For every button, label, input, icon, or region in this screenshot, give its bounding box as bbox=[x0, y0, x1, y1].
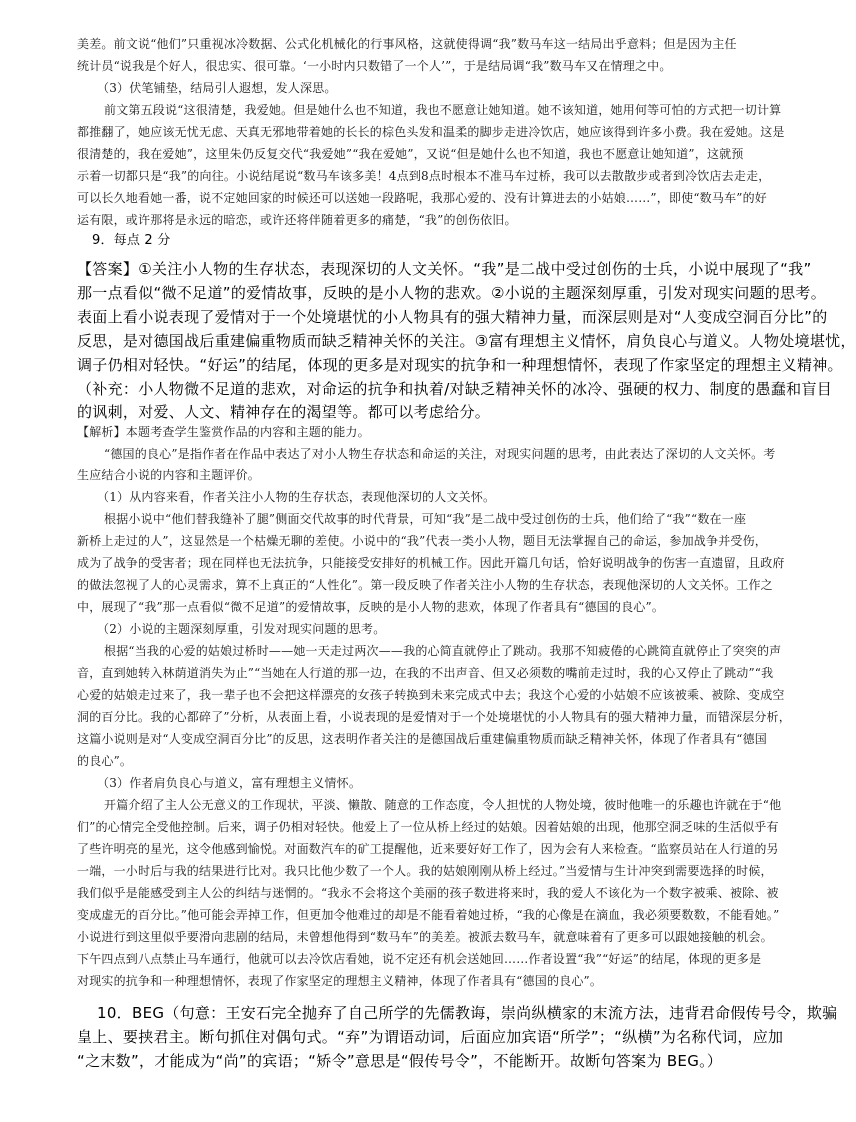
text-line: “之末数”，才能成为“尚”的宾语；“矫令”意思是“假传号令”，不能断开。故断句答案为 BEG。） bbox=[77, 1052, 723, 1070]
text-line: 一端，一小时后与我的结果进行比对。我只比他少数了一个人。我的姑娘刚刚从桥上经过。”当爱情与生计冲突到需要选择的时候， bbox=[77, 864, 773, 878]
text-line: 们”的心情完全受他控制。后来，调子仍相对轻快。他爱上了一位从桥上经过的姑娘。因着姑娘的出现，他那空洞乏味的生活似乎有 bbox=[77, 820, 779, 834]
text-line: （1）从内容来看，作者关注小人物的生存状态，表现他深切的人文关怀。 bbox=[97, 490, 496, 504]
text-line: 中，展现了“我”那一点看似“微不足道”的爱情故事，反映的是小人物的悲欢，体现了作者具有“德国的良心”。 bbox=[77, 600, 665, 614]
text-line: 开篇介绍了主人公无意义的工作现状，平淡、懒散、随意的工作态度，令人担忧的人物处境，彼时他唯一的乐趣也许就在于“他 bbox=[104, 798, 782, 812]
text-line: 的良心”。 bbox=[77, 754, 133, 768]
text-line: 很清楚的，我在爱她”，这里朱仍反复交代“我爱她”“我在爱她”，又说“但是她什么也不知道，我也不愿意让她知道”，这就预 bbox=[77, 147, 744, 161]
text-line: 我们似乎是能感受到主人公的纠结与迷惘的。“我永不会将这个美丽的孩子数进将来时，我的爱人不该化为一个数字被乘、被除、被 bbox=[77, 886, 779, 900]
text-line: 10．BEG（句意：王安石完全抛弃了自己所学的先儒教诲，崇尚纵横家的末流方法，违背君命假传号令，欺骗 bbox=[97, 1004, 838, 1022]
text-line: “德国的良心”是指作者在作品中表达了对小人物生存状态和命运的关注，对现实问题的思考，由此表达了深切的人文关怀。考 bbox=[104, 447, 776, 461]
text-line: 这篇小说则是对“人变成空洞百分比”的反思，这表明作者关注的是德国战后重建偏重物质而缺乏精神关怀，体现了作者具有“德国 bbox=[77, 732, 768, 746]
text-line: 统计员“说我是个好人，很忠实、很可靠。‘一小时内只数错了一个人’”，于是结局调“我”数马车又在情理之中。 bbox=[77, 59, 672, 73]
text-line: 新桥上走过的人”，这显然是一个枯燥无聊的差使。小说中的“我”代表一类小人物，题目无法掌握自己的命运，参加战争并受伤， bbox=[77, 534, 768, 548]
text-line: （2）小说的主题深刻厚重，引发对现实问题的思考。 bbox=[97, 622, 386, 636]
text-line: 【解析】本题考查学生鉴赏作品的内容和主题的能力。 bbox=[77, 425, 370, 439]
text-line: 那一点看似“微不足道”的爱情故事，反映的是小人物的悲欢。②小说的主题深刻厚重，引发对现实问题的思考。 bbox=[77, 284, 826, 302]
text-line: 表面上看小说表现了爱情对于一个处境堪忧的小人物具有的强大精神力量，而深层则是对“人变成空洞百分比”的 bbox=[77, 308, 828, 326]
text-line: 对现实的抗争和一种理想情怀，表现了作家坚定的理想主义精神，体现了作者具有“德国的良心”。 bbox=[77, 974, 603, 988]
text-line: （3）作者肩负良心与道义，富有理想主义情怀。 bbox=[97, 776, 362, 790]
text-line: 前文第五段说“这很清楚，我爱她。但是她什么也不知道，我也不愿意让她知道。她不该知道，她用何等可怕的方式把一切计算 bbox=[104, 103, 782, 117]
text-line: 了些许明亮的星光，这令他感到愉悦。对面数汽车的矿工提醒他，近来要好好工作了，因为会有人来检查。“监察员站在人行道的另 bbox=[77, 842, 779, 856]
text-line: 示着一切都只是“我”的向往。小说结尾说“数马车该多美！4点到8点时根本不准马车过桥，我可以去散散步或者到冷饮店去走走， bbox=[77, 169, 771, 183]
text-line: 调子仍相对轻快。“好运”的结尾，体现的更多是对现实的抗争和一种理想情怀，表现了作家坚定的理想主义精神。 bbox=[77, 356, 843, 374]
text-line: （3）伏笔铺垫，结局引人遐想，发人深思。 bbox=[97, 81, 337, 95]
text-line: 皇上、要挟君主。断句抓住对偶句式。“弃”为谓语动词，后面应加宾语“所学”；“纵横”为名称代词，应加 bbox=[77, 1028, 784, 1046]
text-line: 运有限，或许那将是永远的暗恋，或许还将伴随着更多的痛楚，“我”的创伤依旧。 bbox=[77, 213, 517, 227]
text-line: 美差。前文说“他们”只重视冰冷数据、公式化机械化的行事风格，这就使得调“我”数马车这一结局出乎意料；但是因为主任 bbox=[77, 37, 737, 51]
text-line: 9．每点 2 分 bbox=[92, 233, 171, 248]
text-line: 【答案】①关注小人物的生存状态，表现深切的人文关怀。“我”是二战中受过创伤的士兵，小说中展现了“我” bbox=[77, 260, 812, 278]
text-line: 洞的百分比。我的心都碎了”分析，从表面上看，小说表现的是爱情对于一个处境堪忧的小人物具有的强大精神力量，而错深层分析， bbox=[77, 710, 791, 724]
text-line: 生应结合小说的内容和主题评价。 bbox=[77, 468, 261, 482]
text-line: 成为了战争的受害者；现在同样也无法抗争，只能接受安排好的机械工作。因此开篇几句话，恰好说明战争的伤害一直遗留，且政府 bbox=[77, 556, 785, 570]
text-line: （补充：小人物微不足道的悲欢，对命运的抗争和执着/对缺乏精神关怀的冰冷、强硬的权力、制度的愚蠢和盲目 bbox=[77, 380, 833, 398]
text-line: 下午四点到八点禁止马车通行，他就可以去冷饮店看她，说不定还有机会送她回……作者设置“我”“好运”的结尾，体现的更多是 bbox=[77, 952, 762, 966]
text-line: 的做法忽视了人的心灵需求，算不上真正的“人性化”。第一段反映了作者关注小人物的生存状态，表现他深切的人文关怀。工作之 bbox=[77, 578, 773, 592]
text-line: 变成虚无的百分比。”他可能会弄掉工作，但更加令他难过的却是不能看着她过桥，“我的心像是在滴血，我必须要数数，不能看她。” bbox=[77, 908, 780, 922]
text-line: 可以长久地看她一番，说不定她回家的时候还可以送她一段路呢，我那心爱的、没有计算进去的小姑娘……”，即使“数马车”的好 bbox=[77, 191, 768, 205]
text-line: 反思，是对德国战后重建偏重物质而缺乏精神关怀的关注。③富有理想主义情怀，肩负良心与道义。人物处境堪忧， bbox=[77, 332, 856, 350]
text-line: 都推翻了，她应该无忧无虑、天真无邪地带着她的长长的棕色头发和温柔的脚步走进冷饮店，她应该得到许多小费。我在爱她。这是 bbox=[77, 125, 785, 139]
text-line: 根据小说中“他们替我缝补了腿”侧面交代故事的时代背景，可知“我”是二战中受过创伤的士兵，他们给了“我”“数在一座 bbox=[104, 512, 747, 526]
text-line: 音，直到她转入林荫道消失为止”“当她在人行道的那一边，在我的不出声音、但又必须数的嘴前走过时，我的心又停止了跳动”“我 bbox=[77, 666, 774, 680]
text-line: 根据“当我的心爱的姑娘过桥时——她一天走过两次——我的心简直就停止了跳动。我那不知疲倦的心跳简直就停止了突突的声 bbox=[104, 644, 782, 658]
text-line: 的讽刺，对爱、人文、精神存在的渴望等。都可以考虑给分。 bbox=[77, 403, 491, 421]
text-line: 小说进行到这里似乎要滑向悲剧的结局，未曾想他得到“数马车”的美差。被派去数马车，就意味着有了更多可以跟她接触的机会。 bbox=[77, 930, 773, 944]
text-line: 心爱的姑娘走过来了，我一辈子也不会把这样漂亮的女孩子转换到未来完成式中去；我这个心爱的小姑娘不应该被乘、被除、变成空 bbox=[77, 688, 785, 702]
